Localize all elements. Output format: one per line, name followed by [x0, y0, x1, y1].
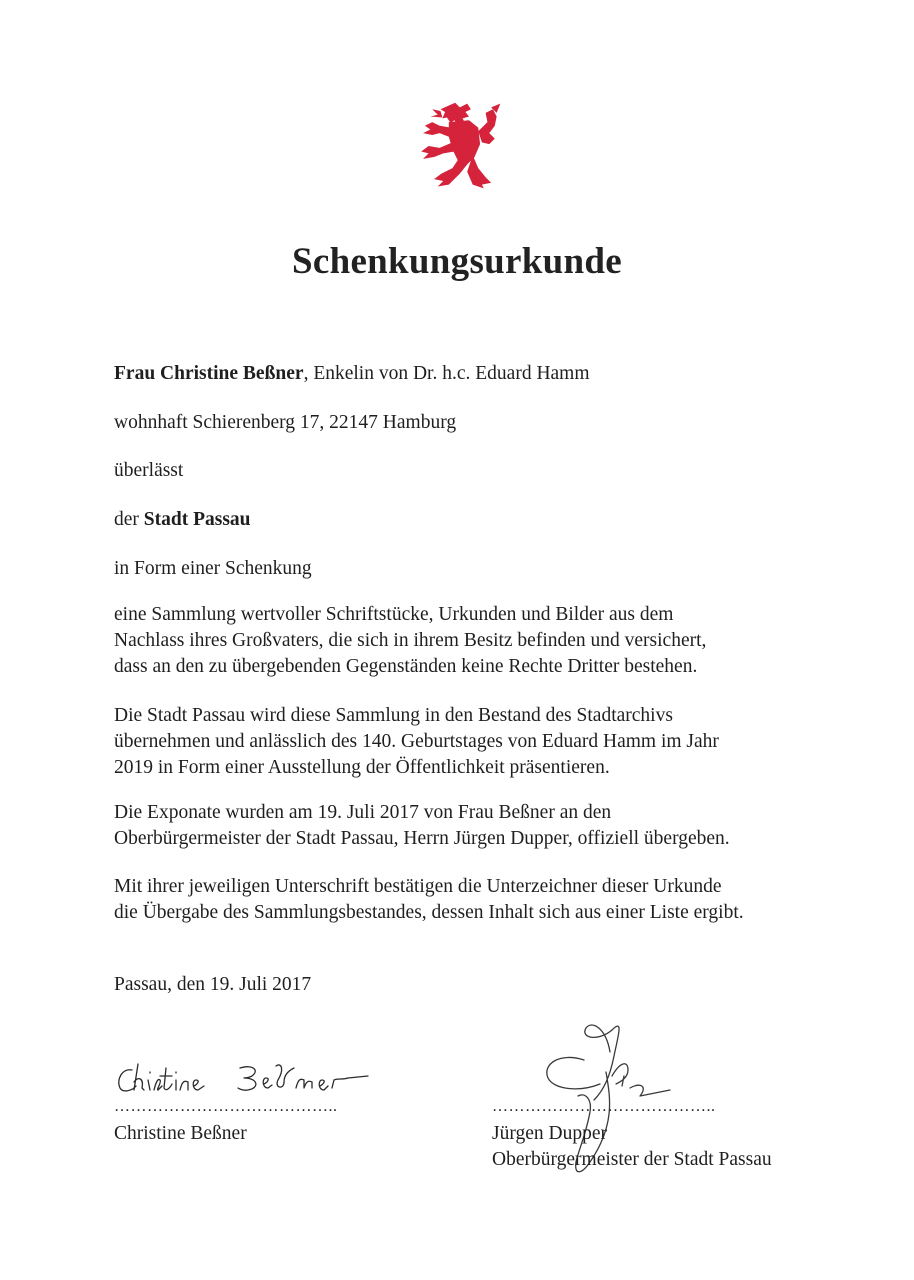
paragraph-line: Mit ihrer jeweiligen Unterschrift bestätigen die Unterzeichner dieser Urkunde — [114, 876, 722, 897]
paragraph-line: übernehmen und anlässlich des 140. Geburtstages von Eduard Hamm im Jahr — [114, 731, 719, 752]
donor-name: Frau Christine Beßner — [114, 363, 304, 384]
paragraph-handover — [114, 800, 730, 852]
signer-name-left: Christine Beßner — [114, 1123, 247, 1144]
recipient-prefix: der — [114, 509, 144, 530]
signer-name-right: Jürgen Dupper — [492, 1123, 607, 1144]
paragraph-line: 2019 in Form einer Ausstellung der Öffentlichkeit präsentieren. — [114, 757, 610, 778]
paragraph-collection — [114, 602, 706, 680]
paragraph-signatures — [114, 874, 744, 926]
form-line: in Form einer Schenkung — [114, 558, 312, 579]
red-lion-icon — [412, 100, 504, 192]
paragraph-line: die Übergabe des Sammlungsbestandes, dessen Inhalt sich aus einer Liste ergibt. — [114, 902, 744, 923]
donor-relation: , Enkelin von Dr. h.c. Eduard Hamm — [303, 363, 590, 384]
signature-line-left: ………………………………….. — [114, 1098, 338, 1115]
paragraph-exhibition — [114, 703, 719, 781]
donor-address: wohnhaft Schierenberg 17, 22147 Hamburg — [114, 412, 457, 433]
paragraph-line: eine Sammlung wertvoller Schriftstücke, Urkunden und Bilder aus dem — [114, 604, 674, 625]
verb-line: überlässt — [114, 460, 184, 481]
donor-line — [114, 360, 590, 387]
signer-title-right: Oberbürgermeister der Stadt Passau — [492, 1149, 772, 1170]
recipient-line — [114, 506, 251, 533]
paragraph-line: Nachlass ihres Großvaters, die sich in ihrem Besitz befinden und versichert, — [114, 630, 707, 651]
signature-line-right: ………………………………….. — [492, 1098, 716, 1115]
paragraph-line: Die Stadt Passau wird diese Sammlung in den Bestand des Stadtarchivs — [114, 705, 673, 726]
paragraph-line: dass an den zu übergebenden Gegenständen keine Rechte Dritter bestehen. — [114, 656, 698, 677]
signature-christine-bessner — [112, 1058, 374, 1098]
paragraph-line: Die Exponate wurden am 19. Juli 2017 von Frau Beßner an den — [114, 802, 612, 823]
place-date: Passau, den 19. Juli 2017 — [114, 974, 312, 995]
paragraph-line: Oberbürgermeister der Stadt Passau, Herrn Jürgen Dupper, offiziell übergeben. — [114, 828, 730, 849]
document-title: Schenkungsurkunde — [291, 241, 623, 282]
recipient-name: Stadt Passau — [143, 509, 251, 530]
